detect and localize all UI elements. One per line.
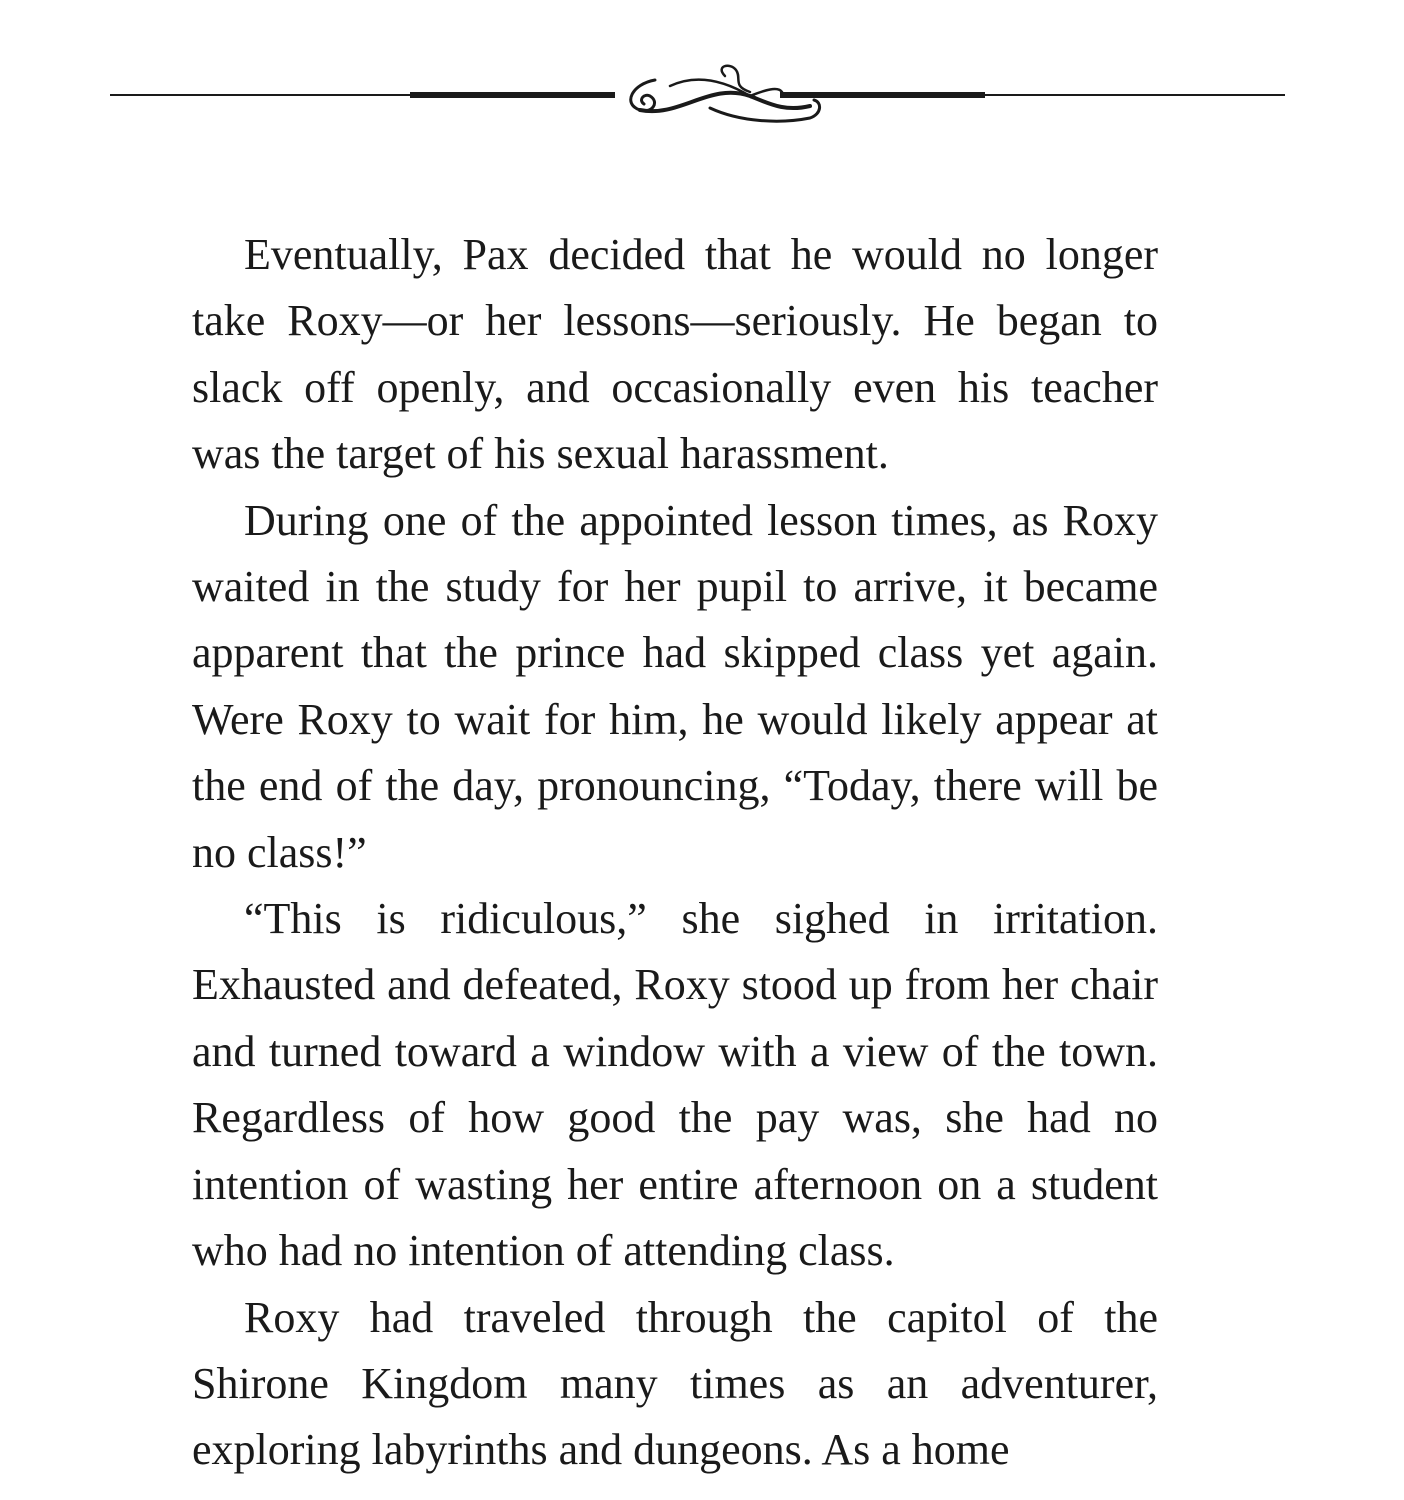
paragraph-1: Eventually, Pax decided that he would no longer take Roxy—or her lessons—seriously. He began to slack off openly, and occasionally even his teacher was the target of his sexual harassment. xyxy=(192,230,1158,479)
paragraph-2: During one of the appointed lesson times, as Roxy waited in the study for her pupil to arrive, it became apparent that the prince had skipped class yet again. Were Roxy to wait for him, he would likely appear at the end of the day, pronouncing, “Today, there will be no class!” xyxy=(192,495,1158,877)
flourish-divider-icon xyxy=(110,62,1285,132)
page-body xyxy=(192,222,1158,1484)
paragraph-3: “This is ridiculous,” she sighed in irritation. Exhausted and defeated, Roxy stood up from her chair and turned toward a window with a view of the town. Regardless of how good the pay was, she had no intention of wasting her entire afternoon on a student who had no intention of attending class. xyxy=(192,894,1158,1276)
paragraph-4: Roxy had traveled through the capitol of the Shirone Kingdom many times as an adventurer, exploring labyrinths and dungeons. As a home xyxy=(192,1292,1158,1475)
